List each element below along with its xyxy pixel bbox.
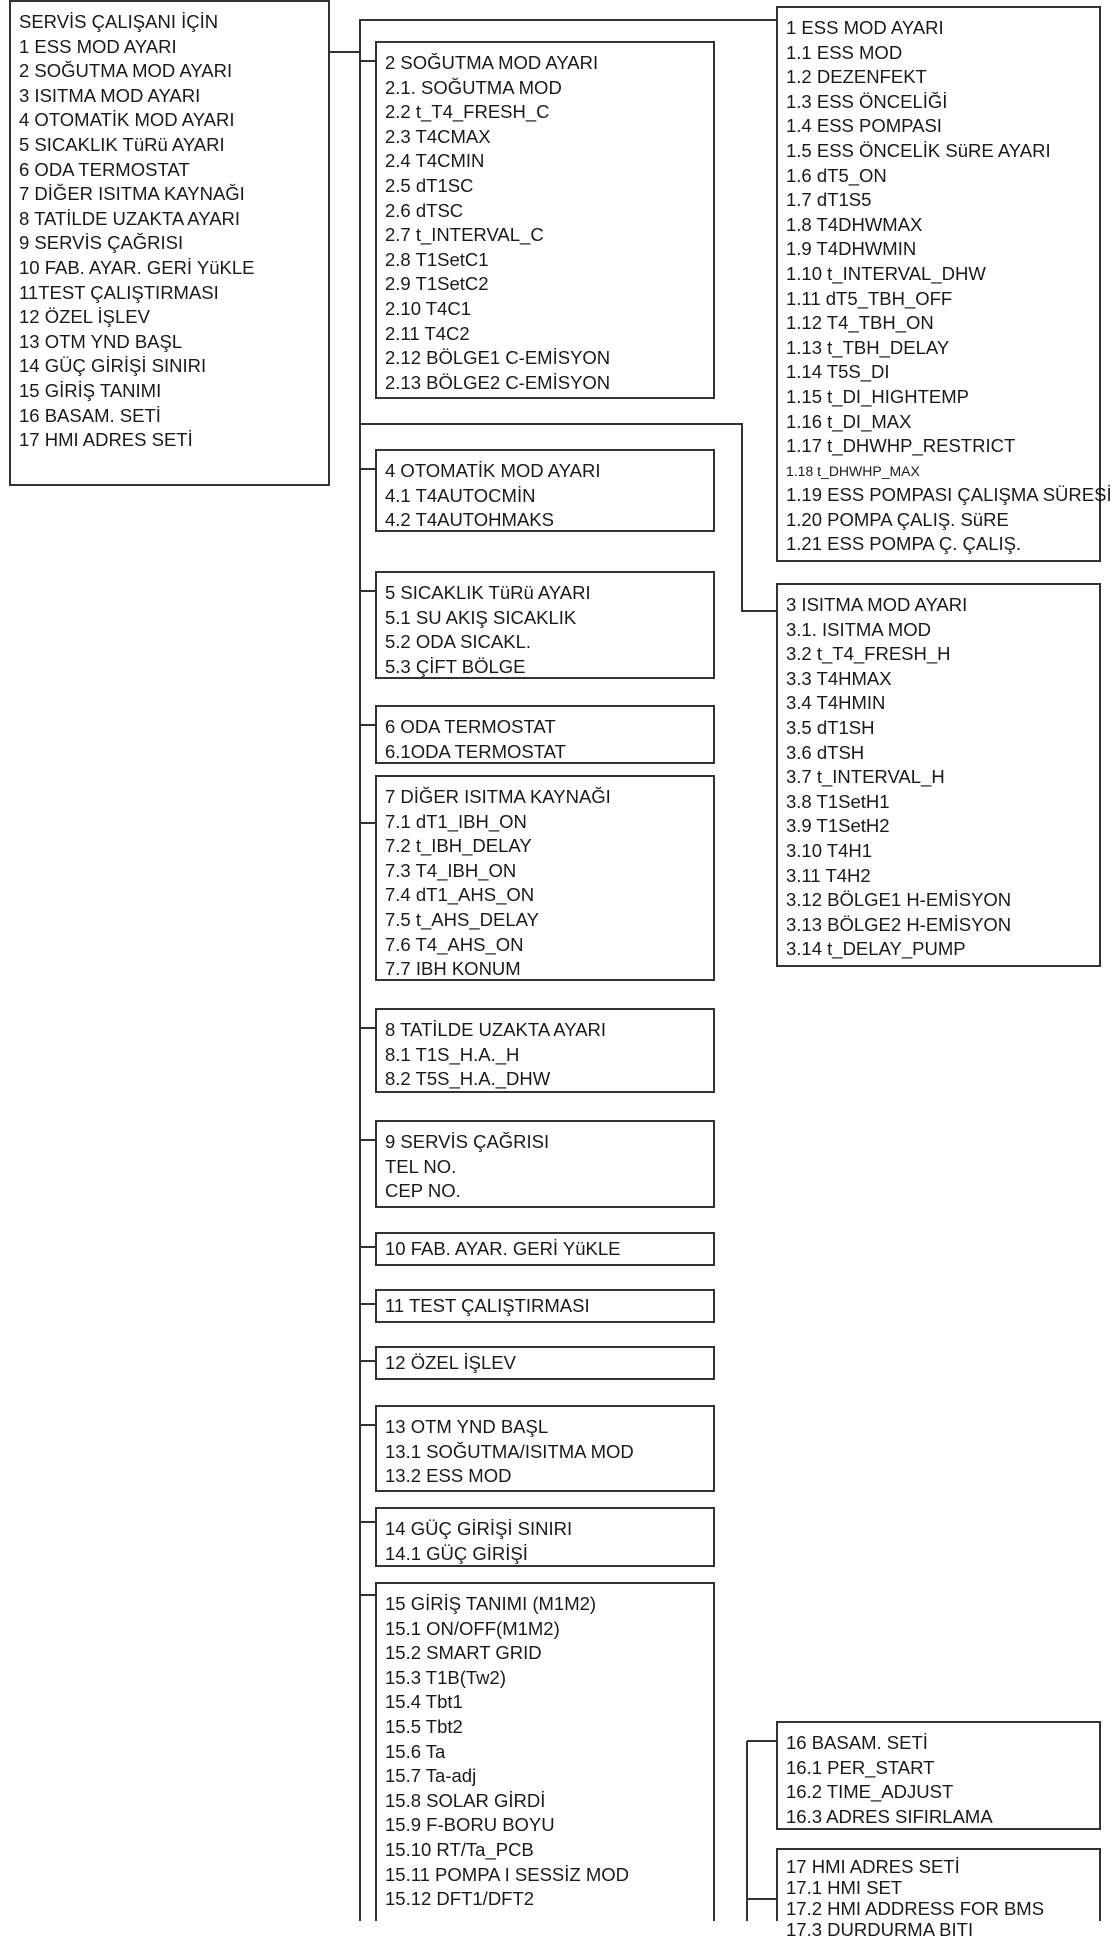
box-item: 2.7 t_INTERVAL_C [385,224,544,246]
box-item: 1.3 ESS ÖNCELİĞİ [786,90,948,112]
box-cascade [776,1721,1101,1830]
box-item: 2.11 T4C2 [385,322,470,344]
service-menu-item: 14 GÜÇ GİRİŞİ SINIRI [19,355,207,377]
box-item: 5.2 ODA SICAKL. [385,631,532,653]
service-menu-item: 10 FAB. AYAR. GERİ YüKLE [19,256,255,278]
service-menu-item: 16 BASAM. SETİ [19,404,161,426]
box-item: 1.6 dT5_ON [786,164,887,186]
box-ess [776,6,1112,562]
box-item: 3.13 BÖLGE2 H-EMİSYON [786,913,1012,935]
box-title: 6 ODA TERMOSTAT [385,716,556,737]
box-item: 3.9 T1SetH2 [786,815,890,837]
box-title: 10 FAB. AYAR. GERİ YüKLE [385,1238,621,1259]
box-item: 2.10 T4C1 [385,297,472,319]
box-title: 5 SICAKLIK TüRü AYARI [385,582,591,603]
box-item: 6.1ODA TERMOSTAT [385,740,566,762]
service-menu-item: 12 ÖZEL İŞLEV [19,306,150,328]
box-item: 15.7 Ta-adj [385,1765,477,1787]
service-menu-title: SERVİS ÇALIŞANI İÇİN [19,11,219,32]
service-menu-list [19,35,320,453]
service-menu-item: 3 ISITMA MOD AYARI [19,84,201,106]
box-title: 2 SOĞUTMA MOD AYARI [385,52,599,73]
box-title: 11 TEST ÇALIŞTIRMASI [385,1295,590,1316]
box-auto [375,449,715,532]
box-item: 15.3 T1B(Tw2) [385,1666,506,1688]
box-title: 4 OTOMATİK MOD AYARI [385,460,601,481]
service-menu-item: 7 DİĞER ISITMA KAYNAĞI [19,183,245,205]
box-item: 1.5 ESS ÖNCELİK SüRE AYARI [786,139,1051,161]
box-item: 4.1 T4AUTOCMİN [385,484,536,506]
box-heat [776,583,1101,967]
service-menu-item: 5 SICAKLIK TüRü AYARI [19,133,225,155]
box-item: 3.1. ISITMA MOD [786,618,931,640]
box-item: 1.2 DEZENFEKT [786,66,927,88]
box-item: 1.12 T4_TBH_ON [786,312,934,334]
box-item: 3.8 T1SetH1 [786,790,890,812]
box-title: 7 DİĞER ISITMA KAYNAĞI [385,786,611,807]
box-item: 5.1 SU AKIŞ SICAKLIK [385,606,577,628]
box-item: 3.14 t_DELAY_PUMP [786,938,966,960]
box-item: 1.14 T5S_DI [786,361,890,383]
box-item: 1.19 ESS POMPASI ÇALIŞMA SÜRESİ [786,484,1112,506]
box-item: 2.6 dTSC [385,199,464,221]
box-item: 7.2 t_IBH_DELAY [385,835,532,857]
box-item: 7.6 T4_AHS_ON [385,933,524,955]
box-item: 8.1 T1S_H.A._H [385,1043,520,1065]
box-title: 16 BASAM. SETİ [786,1732,928,1753]
box-item: 3.2 t_T4_FRESH_H [786,643,951,665]
box-power [375,1507,715,1567]
box-item: 2.1. SOĞUTMA MOD [385,76,562,98]
box-item: 7.3 T4_IBH_ON [385,859,517,881]
box-item: 1.9 T4DHWMIN [786,238,917,260]
box-item: 15.6 Ta [385,1740,446,1762]
box-item: TEL NO. [385,1155,457,1177]
box-item: 2.9 T1SetC2 [385,273,489,295]
box-item: 1.16 t_DI_MAX [786,410,912,432]
box-restart [375,1405,715,1492]
box-item: 1.10 t_INTERVAL_DHW [786,262,986,284]
box-item: 16.1 PER_START [786,1756,935,1778]
box-item: 3.5 dT1SH [786,716,875,738]
box-item: 2.3 T4CMAX [385,125,491,147]
service-menu-box [9,0,330,486]
box-item: 1.8 T4DHWMAX [786,213,923,235]
box-item: 7.5 t_AHS_DELAY [385,908,539,930]
box-item: 2.8 T1SetC1 [385,248,489,270]
box-input [375,1582,715,1921]
service-menu-item: 1 ESS MOD AYARI [19,35,177,57]
box-other [375,775,715,981]
box-item: 1.17 t_DHWHP_RESTRICT [786,435,1016,457]
box-service [375,1120,715,1208]
box-title: 1 ESS MOD AYARI [786,17,944,38]
box-item: 1.20 POMPA ÇALIŞ. SüRE [786,508,1009,530]
box-item: 15.5 Tbt2 [385,1715,463,1737]
service-menu-item: 9 SERVİS ÇAĞRISI [19,232,184,254]
service-menu-item: 11TEST ÇALIŞTIRMASI [19,281,219,303]
box-item: 7.7 IBH KONUM [385,958,521,980]
service-menu-item: 17 HMI ADRES SETİ [19,429,193,451]
box-item: 16.2 TIME_ADJUST [786,1781,954,1803]
box-item: 4.2 T4AUTOHMAKS [385,509,554,531]
box-item: 17.3 DURDURMA BITI [786,1919,974,1940]
box-item: 15.8 SOLAR GİRDİ [385,1789,546,1811]
box-item: 17.1 HMI SET [786,1877,903,1898]
box-item: 7.4 dT1_AHS_ON [385,884,535,906]
box-item: 1.21 ESS POMPA Ç. ÇALIŞ. [786,533,1022,555]
box-holiday [375,1008,715,1093]
box-item: 1.4 ESS POMPASI [786,115,942,137]
box-item: 13.2 ESS MOD [385,1465,512,1487]
box-item: 16.3 ADRES SIFIRLAMA [786,1805,993,1827]
box-title: 14 GÜÇ GİRİŞİ SINIRI [385,1518,573,1539]
box-item: 5.3 ÇİFT BÖLGE [385,655,526,677]
box-item: 3.10 T4H1 [786,839,873,861]
connector-menu-cool [330,52,375,61]
box-item: 15.1 ON/OFF(M1M2) [385,1617,560,1639]
service-menu-item: 13 OTM YND BAŞL [19,330,183,352]
box-item: 14.1 GÜÇ GİRİŞİ [385,1542,528,1564]
box-title: 8 TATİLDE UZAKTA AYARI [385,1019,607,1040]
box-special [375,1346,715,1380]
box-item: 15.9 F-BORU BOYU [385,1814,555,1836]
box-item: 1.15 t_DI_HIGHTEMP [786,385,970,407]
service-menu-item: 4 OTOMATİK MOD AYARI [19,109,235,131]
box-item: 15.12 DFT1/DFT2 [385,1888,535,1910]
box-item: 17.2 HMI ADDRESS FOR BMS [786,1898,1045,1919]
box-test [375,1289,715,1323]
box-item: 3.11 T4H2 [786,864,871,886]
box-item: 1.13 t_TBH_DELAY [786,336,950,358]
box-item: 15.10 RT/Ta_PCB [385,1838,534,1860]
box-item: 2.2 t_T4_FRESH_C [385,101,550,123]
box-item: 1.7 dT1S5 [786,189,872,211]
box-item: 1.1 ESS MOD [786,41,903,63]
service-menu-item: 15 GİRİŞ TANIMI [19,379,162,401]
box-item: 3.7 t_INTERVAL_H [786,766,945,788]
box-item: 7.1 dT1_IBH_ON [385,810,527,832]
box-item: 15.2 SMART GRID [385,1642,542,1664]
box-item: 3.4 T4HMIN [786,692,886,714]
box-item: 15.11 POMPA I SESSİZ MOD [385,1863,630,1885]
box-item: 3.3 T4HMAX [786,667,892,689]
box-cool [375,41,715,399]
box-item: 1.18 t_DHWHP_MAX [786,462,920,479]
box-item: 13.1 SOĞUTMA/ISITMA MOD [385,1440,634,1462]
box-item: 3.12 BÖLGE1 H-EMİSYON [786,889,1012,911]
box-temp [375,571,715,679]
box-factory [375,1232,715,1266]
box-item: 2.12 BÖLGE1 C-EMİSYON [385,347,611,369]
box-title: 15 GİRİŞ TANIMI (M1M2) [385,1593,597,1614]
box-item: 15.4 Tbt1 [385,1691,463,1713]
box-item: 2.5 dT1SC [385,174,474,196]
box-title: 9 SERVİS ÇAĞRISI [385,1131,550,1152]
box-item: 8.2 T5S_H.A._DHW [385,1068,551,1090]
box-item: 3.6 dTSH [786,741,865,763]
box-title: 3 ISITMA MOD AYARI [786,594,968,615]
box-title: 17 HMI ADRES SETİ [786,1856,960,1877]
box-item: 2.4 T4CMIN [385,150,485,172]
box-item: 2.13 BÖLGE2 C-EMİSYON [385,371,611,393]
service-menu-item: 2 SOĞUTMA MOD AYARI [19,60,233,82]
box-hmi [776,1848,1101,1940]
box-item: 1.11 dT5_TBH_OFF [786,287,953,309]
box-thermo [375,705,715,764]
box-title: 12 ÖZEL İŞLEV [385,1352,516,1373]
service-menu-item: 6 ODA TERMOSTAT [19,158,190,180]
box-title: 13 OTM YND BAŞL [385,1416,549,1437]
service-menu-item: 8 TATİLDE UZAKTA AYARI [19,207,241,229]
box-item: CEP NO. [385,1180,461,1202]
